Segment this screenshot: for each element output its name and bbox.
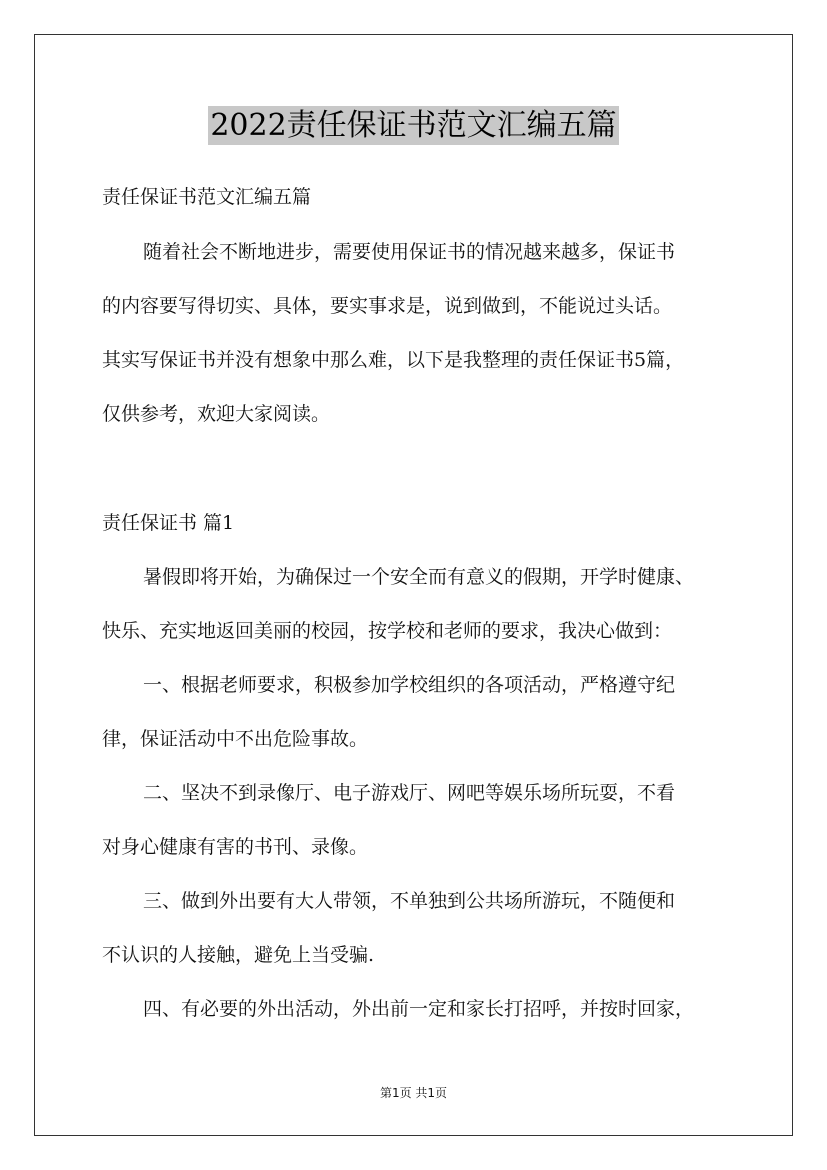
body-line-5: 二、坚决不到录像厅、电子游戏厅、网吧等娱乐场所玩耍，不看 [143,782,676,804]
body-line-9: 四、有必要的外出活动，外出前一定和家长打招呼，并按时回家， [143,998,695,1020]
intro-line-2: 的内容要写得切实、具体，要实事求是，说到做到，不能说过头话。 [102,295,673,317]
intro-line-3: 其实写保证书并没有想象中那么难，以下是我整理的责任保证书5篇， [102,349,685,371]
body-line-6: 对身心健康有害的书刊、录像。 [102,836,369,858]
body-line-1: 暑假即将开始，为确保过一个安全而有意义的假期，开学时健康、 [143,566,695,588]
document-title [0,100,827,144]
body-line-4: 律，保证活动中不出危险事故。 [102,728,369,750]
section-heading: 责任保证书 篇1 [102,512,235,534]
intro-line-1: 随着社会不断地进步，需要使用保证书的情况越来越多，保证书 [143,241,676,263]
page-footer: 第1页 共1页 [379,1086,448,1100]
body-line-3: 一、根据老师要求，积极参加学校组织的各项活动，严格遵守纪 [143,674,676,696]
intro-line-4: 仅供参考，欢迎大家阅读。 [102,403,331,425]
document-subtitle: 责任保证书范文汇编五篇 [102,186,312,208]
body-line-7: 三、做到外出要有大人带领，不单独到公共场所游玩，不随便和 [143,890,676,912]
body-line-8: 不认识的人接触，避免上当受骗. [102,944,375,966]
title-text: 2022责任保证书范文汇编五篇 [210,108,617,143]
body-line-2: 快乐、充实地返回美丽的校园，按学校和老师的要求，我决心做到： [102,620,673,642]
